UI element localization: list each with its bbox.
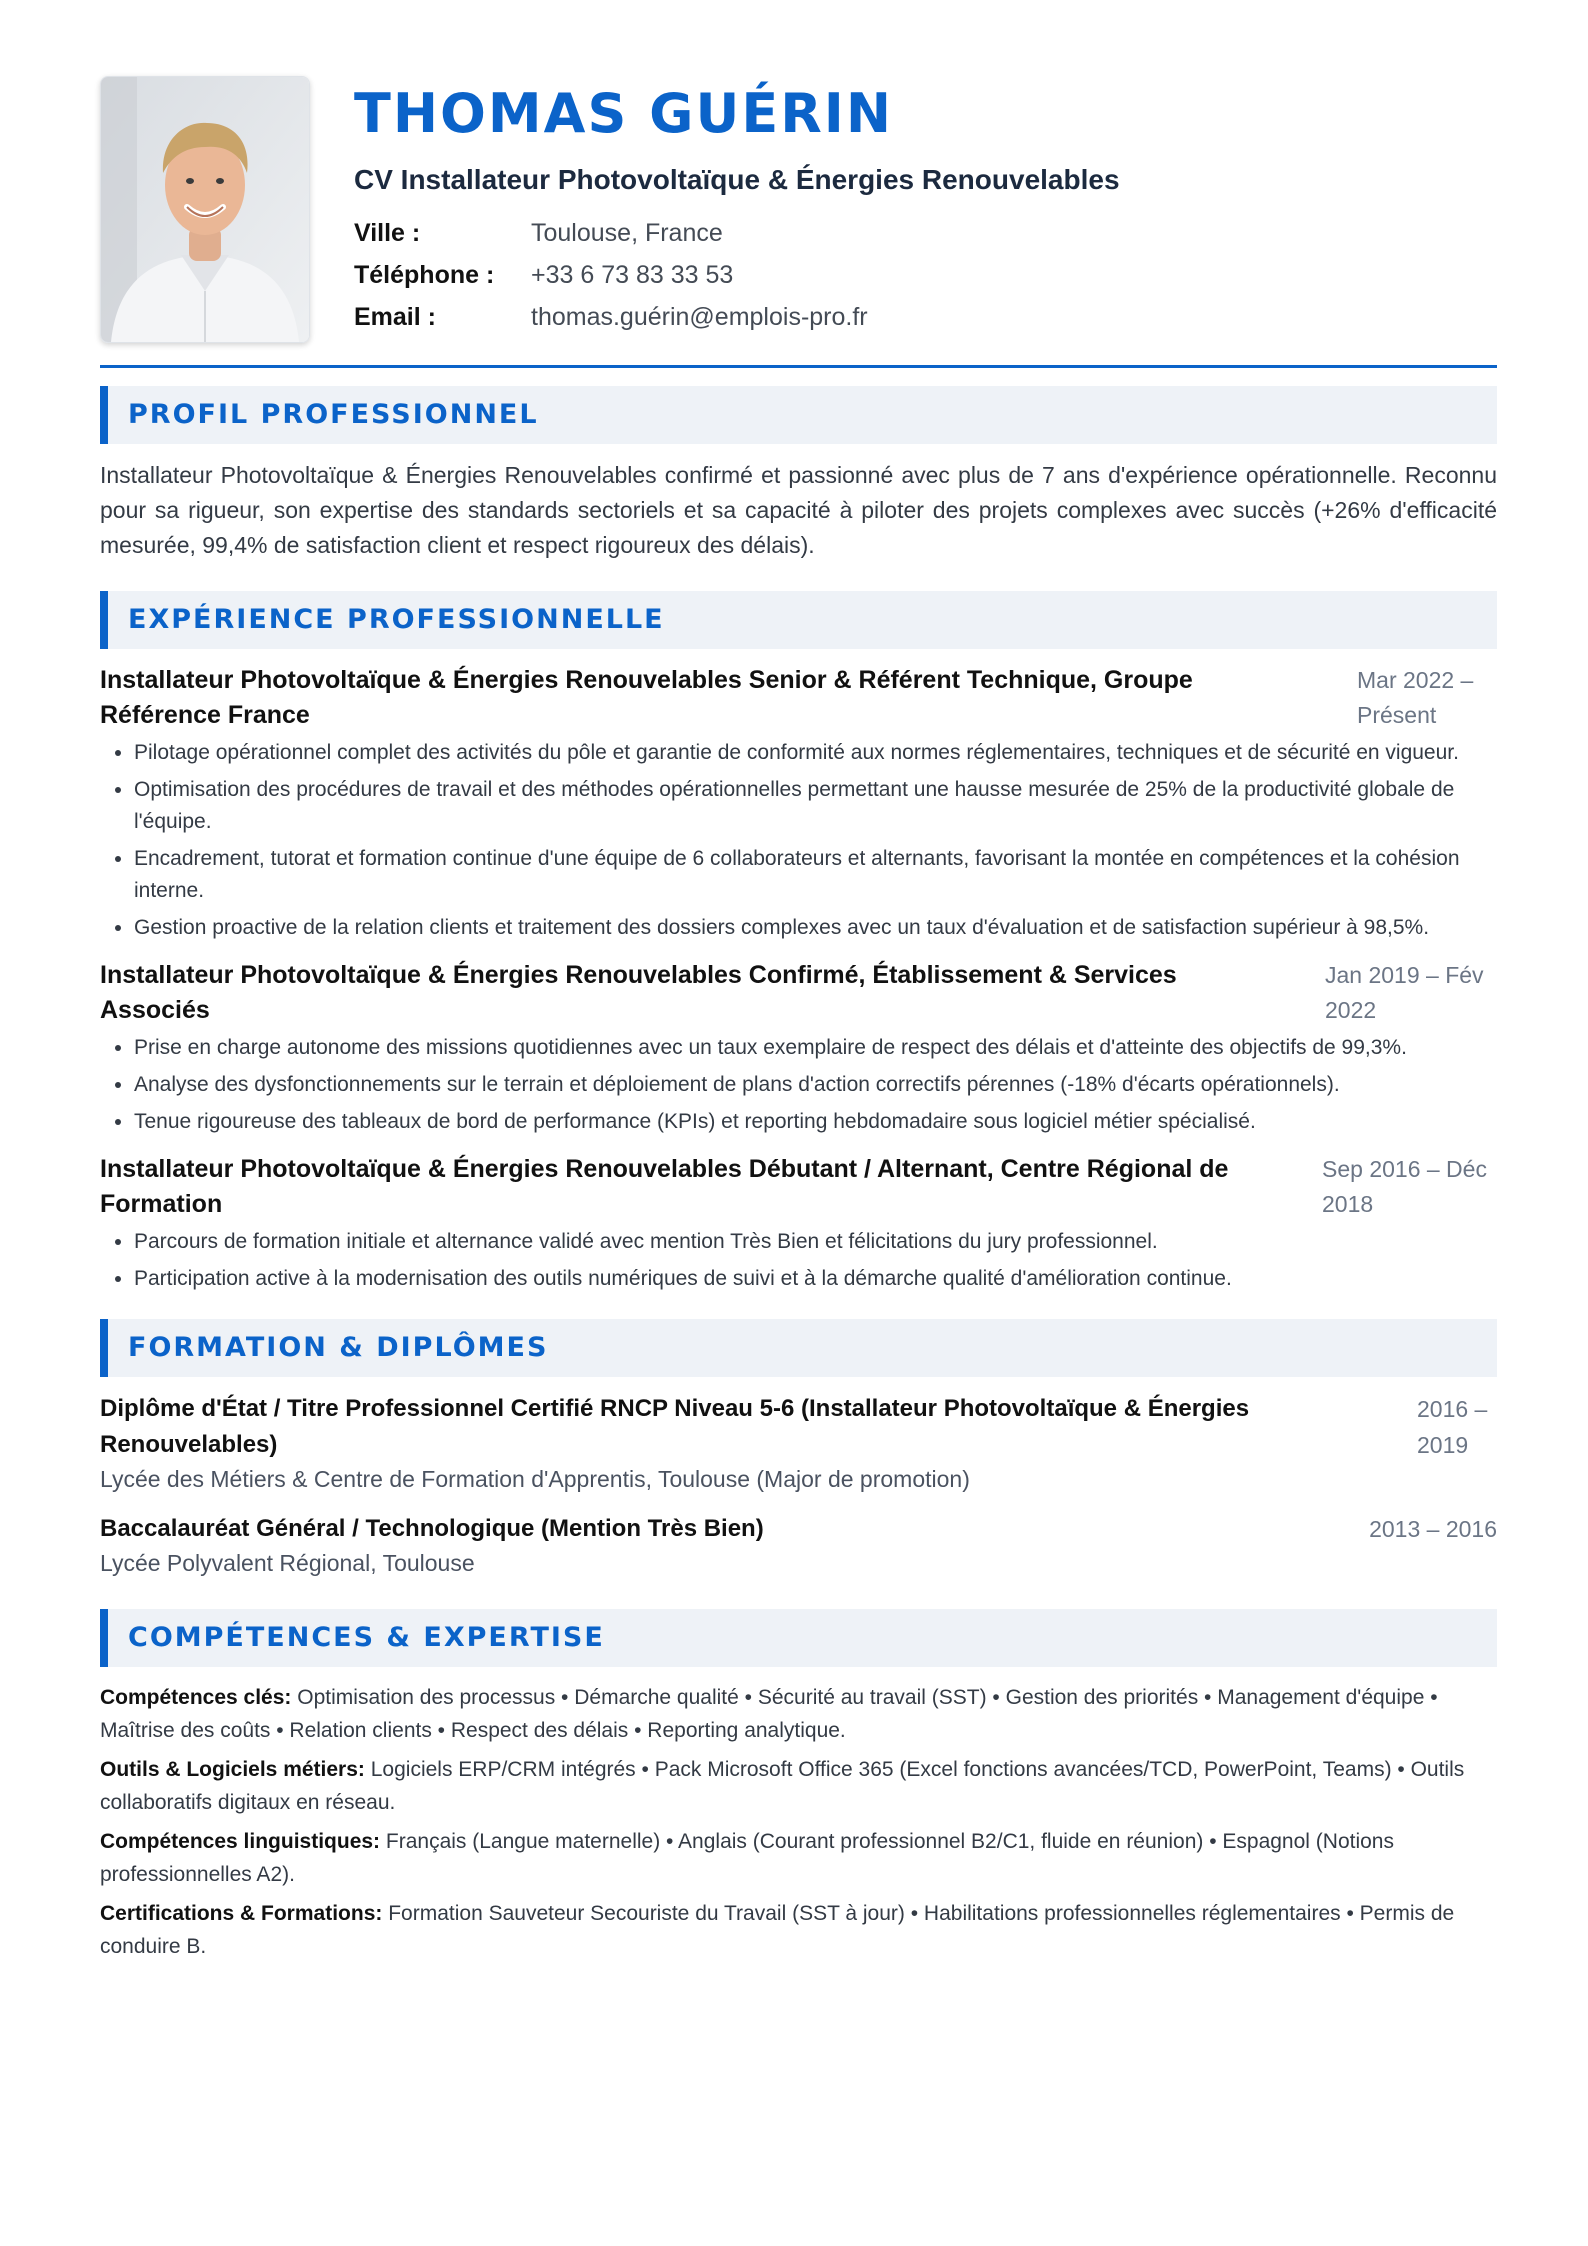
list-item: • Optimisation des procédures de travail et des méthodes opérationnelles permettant une hausse mesurée de 25% de la productivité globale de l'équipe. <box>134 774 1497 838</box>
skill-label: Compétences linguistiques: <box>100 1830 381 1853</box>
contact-info <box>354 212 1497 338</box>
list-item: • Analyse des dysfonctionnements sur le terrain et déploiement de plans d'action correctifs pérennes (-18% d'écarts opérationnels). <box>134 1069 1497 1101</box>
skill-line <box>100 1897 1497 1963</box>
email-value: thomas.guérin@emplois-pro.fr <box>531 303 868 331</box>
portrait-image <box>101 77 309 342</box>
education-entry <box>100 1391 1497 1495</box>
skill-text: Optimisation des processus • Démarche qualité • Sécurité au travail (SST) • Gestion des priorités • Management d'équipe • Maîtrise des coûts • Relation clients • Respect des délais • Reporting analytique. <box>100 1686 1438 1742</box>
degree-title: Baccalauréat Général / Technologique (Mention Très Bien) <box>100 1515 764 1542</box>
job-entry <box>100 1152 1497 1295</box>
skill-text: Français (Langue maternelle) • Anglais (Courant professionnel B2/C1, fluide en réunion) • Espagnol (Notions professionnelles A2). <box>100 1830 1394 1886</box>
header-info <box>354 76 1497 338</box>
list-item: • Prise en charge autonome des missions quotidiennes avec un taux exemplaire de respect des délais et d'atteinte des objectifs de 99,3%. <box>134 1032 1497 1064</box>
degree-date: 2013 – 2016 <box>1369 1516 1497 1542</box>
resume-header <box>100 76 1497 346</box>
contact-row-phone <box>354 254 1497 296</box>
list-item: • Gestion proactive de la relation clients et traitement des dossiers complexes avec un taux d'évaluation et de satisfaction supérieur à 98,5%. <box>134 912 1497 944</box>
list-item: • Parcours de formation initiale et alternance validé avec mention Très Bien et félicitations du jury professionnel. <box>134 1226 1497 1258</box>
profile-summary: Installateur Photovoltaïque & Énergies Renouvelables confirmé et passionné avec plus de 7 ans d'expérience opérationnelle. Reconnu pour sa rigueur, son expertise des standards sectoriels et sa capacité à piloter des projets complexes avec succès (+26% d'efficacité mesurée, 99,4% de satisfaction client et respect rigoureux des délais). <box>100 462 1497 558</box>
skill-line <box>100 1681 1497 1747</box>
skill-label: Outils & Logiciels métiers: <box>100 1758 365 1781</box>
contact-label: Email : <box>354 303 436 331</box>
job-date: Jan 2019 – Fév 2022 <box>1325 962 1484 1023</box>
job-title: Installateur Photovoltaïque & Énergies Renouvelables Débutant / Alternant, Centre Régional de Formation <box>100 1155 1229 1218</box>
school-name: Lycée Polyvalent Régional, Toulouse <box>100 1550 475 1576</box>
job-entry <box>100 663 1497 944</box>
list-item: • Tenue rigoureuse des tableaux de bord de performance (KPIs) et reporting hebdomadaire sous logiciel métier spécialisé. <box>134 1106 1497 1138</box>
skill-text: Formation Sauveteur Secouriste du Travail (SST à jour) • Habilitations professionnelles réglementaires • Permis de conduire B. <box>100 1902 1455 1958</box>
skill-text: Logiciels ERP/CRM intégrés • Pack Microsoft Office 365 (Excel fonctions avancées/TCD, PowerPoint, Teams) • Outils collaboratifs digitaux en réseau. <box>100 1758 1465 1814</box>
job-bullets <box>100 737 1497 944</box>
degree-date: 2016 – 2019 <box>1417 1396 1488 1458</box>
skill-label: Compétences clés: <box>100 1686 292 1709</box>
section-title-education: FORMATION & DIPLÔMES <box>100 1319 1497 1377</box>
education-entry <box>100 1511 1497 1579</box>
candidate-name: THOMAS GUÉRIN <box>354 82 894 145</box>
contact-label: Téléphone : <box>354 261 495 289</box>
job-bullets <box>100 1226 1497 1295</box>
resume-page <box>100 76 1497 1969</box>
job-entry <box>100 958 1497 1138</box>
job-target-title: CV Installateur Photovoltaïque & Énergies Renouvelables <box>354 164 1120 195</box>
section-title-skills: COMPÉTENCES & EXPERTISE <box>100 1609 1497 1667</box>
degree-title: Diplôme d'État / Titre Professionnel Certifié RNCP Niveau 5-6 (Installateur Photovoltaïque & Énergies Renouvelables) <box>100 1395 1250 1458</box>
job-bullets <box>100 1032 1497 1138</box>
job-title: Installateur Photovoltaïque & Énergies Renouvelables Confirmé, Établissement & Services Associés <box>100 961 1177 1024</box>
skill-line <box>100 1825 1497 1891</box>
school-name: Lycée des Métiers & Centre de Formation d'Apprentis, Toulouse (Major de promotion) <box>100 1466 970 1492</box>
section-title-experience: EXPÉRIENCE PROFESSIONNELLE <box>100 591 1497 649</box>
list-item: • Pilotage opérationnel complet des activités du pôle et garantie de conformité aux normes réglementaires, techniques et de sécurité en vigueur. <box>134 737 1497 769</box>
skill-label: Certifications & Formations: <box>100 1902 383 1925</box>
contact-label: Ville : <box>354 219 421 247</box>
header-divider <box>100 365 1497 368</box>
profile-photo <box>100 76 310 343</box>
phone-value: +33 6 73 83 33 53 <box>531 261 734 289</box>
list-item: • Encadrement, tutorat et formation continue d'une équipe de 6 collaborateurs et alternants, favorisant la montée en compétences et la cohésion interne. <box>134 843 1497 907</box>
skill-line <box>100 1753 1497 1819</box>
contact-row-city <box>354 212 1497 254</box>
job-date: Sep 2016 – Déc 2018 <box>1322 1156 1487 1217</box>
list-item: • Participation active à la modernisation des outils numériques de suivi et à la démarche qualité d'amélioration continue. <box>134 1263 1497 1295</box>
job-date: Mar 2022 – Présent <box>1357 667 1474 728</box>
section-title-profile: PROFIL PROFESSIONNEL <box>100 386 1497 444</box>
city-value: Toulouse, France <box>531 219 723 247</box>
job-title: Installateur Photovoltaïque & Énergies Renouvelables Senior & Référent Technique, Groupe Référence France <box>100 666 1193 729</box>
contact-row-email <box>354 296 1497 338</box>
